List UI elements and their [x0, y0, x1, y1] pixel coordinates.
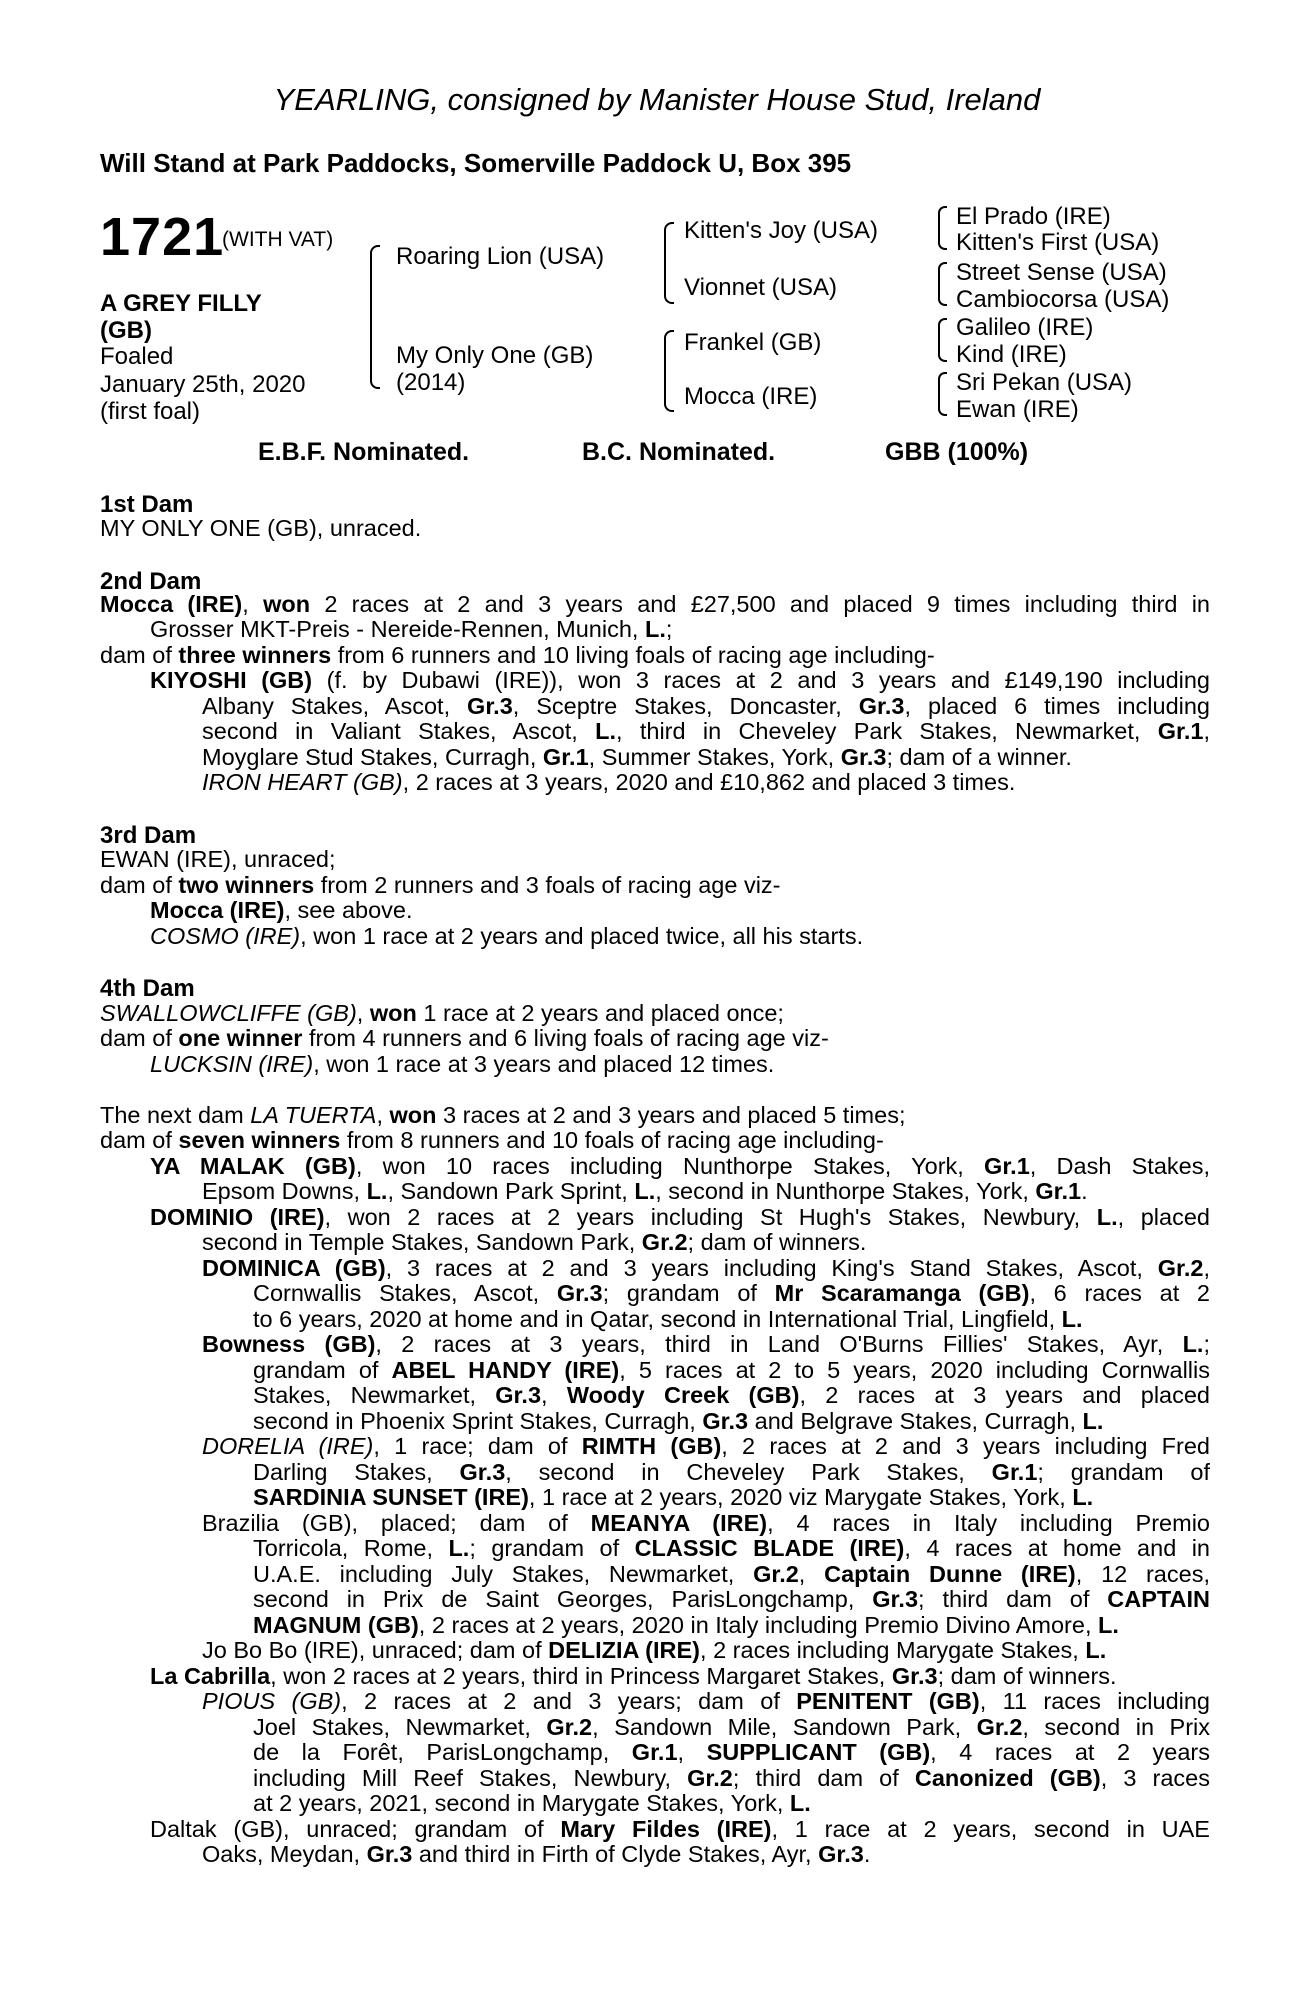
pedigree-body-line: [100, 1026, 829, 1051]
line-segment: Stakes, Newmarket,: [253, 1383, 496, 1408]
pedigree-body-line: [253, 1715, 1210, 1740]
line-segment: .: [863, 1841, 871, 1867]
pedigree-body-line: [150, 1154, 1210, 1179]
gp-brace-1: [938, 206, 947, 250]
line-segment: , Sceptre Stakes, Doncaster,: [512, 694, 859, 719]
pedigree-body-line: [202, 1230, 866, 1255]
pedigree-dam-dam: Mocca (IRE): [684, 383, 818, 410]
line-segment: , 11 races including: [979, 1689, 1210, 1714]
fourth-dam-heading: 4th Dam: [100, 975, 195, 1002]
line-segment: Captain Dunne (IRE): [824, 1562, 1076, 1587]
gp-brace-2: [938, 262, 947, 306]
line-segment: Gr.3: [366, 1841, 413, 1867]
gp-brace-3: [938, 318, 947, 362]
line-segment: from 6 runners and 10 living foals of racing age including-: [331, 642, 935, 668]
line-segment: Mary Fildes (IRE): [560, 1817, 772, 1842]
line-segment: PIOUS (GB): [202, 1689, 342, 1714]
line-segment: from 4 runners and 6 living foals of racing age viz-: [302, 1025, 829, 1051]
line-segment: ;: [1203, 1332, 1210, 1357]
pedigree-body-line: [253, 1613, 1119, 1638]
pedigree-body-line: [253, 1281, 1210, 1306]
line-segment: , 2 races including Marygate Stakes,: [700, 1637, 1086, 1663]
line-segment: , 4 races in Italy including Premio: [767, 1511, 1210, 1536]
line-segment: ,: [242, 592, 264, 617]
line-segment: from 2 runners and 3 foals of racing age viz-: [314, 872, 781, 898]
line-segment: Canonized (GB): [914, 1766, 1101, 1791]
gbb-rating: GBB (100%): [885, 438, 1029, 466]
line-segment: ;: [665, 616, 673, 642]
line-segment: ,: [677, 1740, 707, 1765]
pedigree-body-line: [253, 1766, 1210, 1791]
first-foal-note: (first foal): [100, 398, 201, 425]
line-segment: Joel Stakes, Newmarket,: [253, 1715, 547, 1740]
line-segment: Gr.3: [818, 1841, 864, 1867]
third-dam-heading: 3rd Dam: [100, 822, 197, 849]
line-segment: ; third dam of: [732, 1766, 915, 1791]
line-segment: , won 2 races at 2 years including St Hugh's Stakes, Newbury,: [324, 1205, 1097, 1230]
line-segment: , 4 races at 2 years: [930, 1740, 1210, 1765]
line-segment: LA TUERTA: [250, 1102, 377, 1128]
line-segment: seven winners: [178, 1127, 341, 1153]
line-segment: second in Phoenix Sprint Stakes, Curragh,: [253, 1408, 703, 1434]
line-segment: , see above.: [284, 897, 413, 923]
line-segment: Gr.3: [872, 1587, 919, 1612]
line-segment: dam of: [100, 1127, 179, 1153]
line-segment: L.: [595, 719, 616, 744]
line-segment: IRON HEART (GB): [202, 769, 403, 795]
line-segment: Oaks, Meydan,: [202, 1841, 367, 1867]
bc-nomination: B.C. Nominated.: [582, 438, 776, 466]
line-segment: and third in Firth of Clyde Stakes, Ayr,: [412, 1841, 819, 1867]
pedigree-body-line: [100, 1128, 884, 1153]
line-segment: second in Temple Stakes, Sandown Park,: [202, 1229, 642, 1255]
pedigree-body-line: [202, 770, 1015, 795]
line-segment: LUCKSIN (IRE): [150, 1051, 314, 1077]
line-segment: CLASSIC BLADE (IRE): [634, 1536, 905, 1561]
line-segment: 2 races at 2 and 3 years and £27,500 and placed 9 times including third in: [310, 592, 1210, 617]
lot-description: A GREY FILLY: [100, 290, 262, 317]
pedigree-dam-sire: Frankel (GB): [684, 329, 822, 356]
pedigree-sire-sire: Kitten's Joy (USA): [684, 217, 878, 244]
line-segment: Gr.3: [556, 1281, 603, 1306]
line-segment: 3 races at 2 and 3 years and placed 5 times;: [436, 1102, 906, 1128]
line-segment: including Mill Reef Stakes, Newbury,: [253, 1766, 688, 1791]
pedigree-g5: Galileo (IRE): [956, 314, 1094, 341]
line-segment: Gr.2: [687, 1766, 733, 1791]
line-segment: , won 1 race at 2 years and placed twice, all his starts.: [300, 923, 864, 949]
pedigree-body-line: [100, 873, 781, 898]
pedigree-body-line: [100, 1103, 905, 1128]
pedigree-body-line: [202, 1434, 1210, 1459]
pedigree-body-line: [253, 1409, 1103, 1434]
pedigree-body-line: [202, 1842, 870, 1867]
line-segment: , 3 races at 2 and 3 years including King's Stand Stakes, Ascot,: [385, 1256, 1158, 1281]
line-segment: dam of: [100, 872, 179, 898]
stand-location: Will Stand at Park Paddocks, Somerville Paddock U, Box 395: [100, 148, 852, 178]
line-segment: Gr.1: [991, 1460, 1038, 1485]
line-segment: Bowness (GB): [202, 1332, 376, 1357]
ebf-nomination: E.B.F. Nominated.: [258, 438, 470, 466]
pedigree-body-line: [202, 1638, 1106, 1663]
line-segment: KIYOSHI (GB): [150, 668, 313, 693]
line-segment: MEANYA (IRE): [590, 1511, 768, 1536]
pedigree-body-line: [202, 1179, 1088, 1204]
line-segment: , Sandown Mile, Sandown Park,: [592, 1715, 977, 1740]
line-segment: , second in Prix: [1022, 1715, 1210, 1740]
first-dam-heading: 1st Dam: [100, 491, 194, 518]
sire-line-brace: [664, 222, 674, 304]
line-segment: ,: [541, 1383, 567, 1408]
line-segment: The next dam: [100, 1102, 251, 1128]
line-segment: ; grandam of: [1037, 1460, 1210, 1485]
line-segment: SUPPLICANT (GB): [706, 1740, 931, 1765]
line-segment: Moyglare Stud Stakes, Curragh,: [202, 744, 543, 770]
line-segment: SARDINIA SUNSET (IRE): [253, 1484, 529, 1510]
line-segment: Gr.1: [984, 1154, 1030, 1179]
line-segment: , 2 races at 2 and 3 years; dam of: [341, 1689, 797, 1714]
line-segment: (f. by Dubawi (IRE)), won 3 races at 2 and 3 years and £149,190 including: [312, 668, 1210, 693]
pedigree-body-line: [253, 1460, 1210, 1485]
pedigree-body-line: [253, 1383, 1210, 1408]
line-segment: won: [263, 592, 311, 617]
line-segment: DOMINIO (IRE): [150, 1205, 325, 1230]
line-segment: Gr.3: [840, 744, 887, 770]
line-segment: L.: [1096, 1205, 1118, 1230]
line-segment: , won 10 races including Nunthorpe Stakes, York,: [355, 1154, 985, 1179]
line-segment: , 1 race; dam of: [373, 1434, 582, 1459]
line-segment: Gr.3: [459, 1460, 506, 1485]
line-segment: Mocca (IRE): [100, 592, 243, 617]
line-segment: L.: [448, 1536, 470, 1561]
pedigree-body-line: [253, 1562, 1210, 1587]
pedigree-body-line: [253, 1791, 811, 1816]
pedigree-body-line: [202, 719, 1210, 744]
line-segment: DELIZIA (IRE): [548, 1637, 701, 1663]
line-segment: ; grandam of: [469, 1536, 635, 1561]
line-segment: , 1 race at 2 years, 2020 viz Marygate Stakes, York,: [528, 1484, 1073, 1510]
line-segment: Gr.1: [1157, 719, 1204, 744]
line-segment: Brazilia (GB), placed; dam of: [202, 1511, 591, 1536]
line-segment: two winners: [178, 872, 315, 898]
line-segment: Gr.2: [976, 1715, 1023, 1740]
line-segment: Gr.2: [641, 1229, 688, 1255]
lot-country: (GB): [100, 317, 152, 344]
line-segment: Gr.1: [631, 1740, 678, 1765]
pedigree-body-line: [150, 668, 1210, 693]
line-segment: , 4 races at home and in: [904, 1536, 1210, 1561]
pedigree-g4: Cambiocorsa (USA): [956, 286, 1170, 313]
line-segment: won: [389, 1102, 437, 1128]
line-segment: Darling Stakes,: [253, 1460, 460, 1485]
pedigree-body-line: [150, 898, 413, 923]
line-segment: , 2 races at 3 years, third in Land O'Burns Fillies' Stakes, Ayr,: [375, 1332, 1183, 1357]
line-segment: second in Prix de Saint Georges, ParisLongchamp,: [253, 1587, 873, 1612]
pedigree-body-line: [253, 1740, 1210, 1765]
line-segment: and Belgrave Stakes, Curragh,: [748, 1408, 1083, 1434]
line-segment: ,: [1203, 719, 1210, 744]
line-segment: MAGNUM (GB): [253, 1612, 419, 1638]
gp-brace-4: [938, 372, 947, 416]
line-segment: , 2 races at 3 years and placed: [799, 1383, 1210, 1408]
line-segment: Gr.2: [546, 1715, 593, 1740]
dam-line-brace: [664, 330, 674, 412]
line-segment: , 2 races at 2 years, 2020 in Italy including Premio Divino Amore,: [418, 1612, 1098, 1638]
line-segment: , 12 races,: [1075, 1562, 1210, 1587]
line-segment: won: [369, 1000, 417, 1026]
line-segment: , 2 races at 3 years, 2020 and £10,862 and placed 3 times.: [402, 769, 1016, 795]
pedigree-body-line: [202, 1332, 1210, 1357]
line-segment: , 2 races at 2 and 3 years including Fred: [721, 1434, 1210, 1459]
line-segment: dam of: [100, 1025, 179, 1051]
line-segment: U.A.E. including July Stakes, Newmarket,: [253, 1562, 754, 1587]
pedigree-body-line: [253, 1587, 1210, 1612]
line-segment: YA MALAK (GB): [150, 1154, 356, 1179]
line-segment: , second in Nunthorpe Stakes, York,: [655, 1178, 1036, 1204]
line-segment: L.: [1085, 1637, 1107, 1663]
line-segment: , Summer Stakes, York,: [588, 744, 841, 770]
foaled-label: Foaled: [100, 343, 174, 370]
line-segment: Albany Stakes, Ascot,: [202, 694, 468, 719]
line-segment: dam of: [100, 642, 179, 668]
line-segment: L.: [1061, 1306, 1083, 1332]
pedigree-dam: My Only One (GB): [396, 342, 594, 369]
line-segment: SWALLOWCLIFFE (GB): [100, 1000, 357, 1026]
line-segment: Gr.3: [702, 1408, 749, 1434]
line-segment: ABEL HANDY (IRE): [391, 1358, 620, 1383]
pedigree-body-line: [150, 1817, 1210, 1842]
line-segment: , second in Cheveley Park Stakes,: [505, 1460, 992, 1485]
line-segment: L.: [1082, 1408, 1104, 1434]
line-segment: second in Valiant Stakes, Ascot,: [202, 719, 596, 744]
line-segment: Daltak (GB), unraced; grandam of: [150, 1817, 561, 1842]
line-segment: ,: [798, 1562, 825, 1587]
line-segment: DOMINICA (GB): [202, 1256, 386, 1281]
pedigree-body-line: [100, 1001, 784, 1026]
pedigree-body-line: [202, 745, 1072, 770]
pedigree-body-line: [202, 1511, 1210, 1536]
pedigree-body-line: [202, 1256, 1210, 1281]
line-segment: , third in Cheveley Park Stakes, Newmarket,: [616, 719, 1158, 744]
pedigree-sire: Roaring Lion (USA): [396, 243, 605, 270]
foaled-date: January 25th, 2020: [100, 371, 306, 398]
line-segment: Gr.2: [1157, 1256, 1204, 1281]
line-segment: ,: [376, 1102, 390, 1128]
pedigree-g2: Kitten's First (USA): [956, 229, 1160, 256]
pedigree-g8: Ewan (IRE): [956, 396, 1079, 423]
line-segment: COSMO (IRE): [150, 923, 301, 949]
line-segment: to 6 years, 2020 at home and in Qatar, second in International Trial, Lingfield,: [253, 1306, 1062, 1332]
line-segment: , 6 races at 2: [1029, 1281, 1210, 1306]
line-segment: , placed: [1117, 1205, 1210, 1230]
line-segment: , 5 races at 2 to 5 years, 2020 including Cornwallis: [619, 1358, 1210, 1383]
pedigree-body-line: [253, 1536, 1210, 1561]
line-segment: three winners: [178, 642, 332, 668]
line-segment: ,: [356, 1000, 370, 1026]
line-segment: ; dam of winners.: [687, 1229, 867, 1255]
line-segment: ; third dam of: [918, 1587, 1108, 1612]
line-segment: EWAN (IRE), unraced;: [100, 846, 336, 872]
consignment-title: YEARLING, consigned by Manister House Stud, Ireland: [273, 82, 1041, 117]
line-segment: L.: [366, 1178, 388, 1204]
line-segment: Gr.1: [1035, 1178, 1082, 1204]
line-segment: Gr.1: [542, 744, 589, 770]
pedigree-g7: Sri Pekan (USA): [956, 369, 1133, 396]
line-segment: Torricola, Rome,: [253, 1536, 449, 1561]
pedigree-body-line: [150, 617, 672, 642]
pedigree-body-line: [100, 592, 1210, 617]
line-segment: ,: [1203, 1256, 1210, 1281]
line-segment: L.: [789, 1790, 811, 1816]
line-segment: Mr Scaramanga (GB): [774, 1281, 1030, 1306]
first-dam-text: MY ONLY ONE (GB), unraced.: [100, 515, 422, 541]
line-segment: CAPTAIN: [1107, 1587, 1210, 1612]
line-segment: , won 1 race at 3 years and placed 12 times.: [313, 1051, 775, 1077]
pedigree-body-line: [150, 1205, 1210, 1230]
line-segment: Gr.3: [891, 1663, 938, 1689]
line-segment: , Dash Stakes,: [1029, 1154, 1210, 1179]
line-segment: DORELIA (IRE): [202, 1434, 374, 1459]
line-segment: , placed 6 times including: [904, 694, 1210, 719]
pedigree-body-line: [202, 694, 1210, 719]
line-segment: de la Forêt, ParisLongchamp,: [253, 1740, 632, 1765]
line-segment: Gr.3: [858, 694, 905, 719]
line-segment: ; dam of a winner.: [886, 744, 1072, 770]
pedigree-g1: El Prado (IRE): [956, 203, 1111, 230]
line-segment: one winner: [178, 1025, 303, 1051]
line-segment: ; dam of winners.: [937, 1663, 1117, 1689]
line-segment: , won 2 races at 2 years, third in Princess Margaret Stakes,: [270, 1663, 892, 1689]
pedigree-sire-dam: Vionnet (USA): [684, 274, 837, 301]
line-segment: , 3 races: [1100, 1766, 1210, 1791]
line-segment: , 1 race at 2 years, second in UAE: [771, 1817, 1210, 1842]
line-segment: Epsom Downs,: [202, 1178, 367, 1204]
second-dam-heading: 2nd Dam: [100, 568, 202, 595]
line-segment: L.: [1072, 1484, 1094, 1510]
line-segment: PENITENT (GB): [796, 1689, 980, 1714]
pedigree-body-line: [100, 847, 336, 872]
line-segment: Grosser MKT-Preis - Nereide-Rennen, Munich,: [150, 616, 645, 642]
line-segment: RIMTH (GB): [581, 1434, 722, 1459]
pedigree-body-line: [150, 924, 863, 949]
line-segment: L.: [1182, 1332, 1204, 1357]
pedigree-body-line: [150, 1664, 1117, 1689]
line-segment: L.: [634, 1178, 656, 1204]
line-segment: from 8 runners and 10 foals of racing age including-: [340, 1127, 884, 1153]
line-segment: Woody Creek (GB): [566, 1383, 800, 1408]
line-segment: Gr.3: [495, 1383, 542, 1408]
pedigree-body-line: [253, 1307, 1083, 1332]
line-segment: grandam of: [253, 1358, 392, 1383]
pedigree-body-line: [253, 1485, 1093, 1510]
line-segment: Mocca (IRE): [150, 897, 285, 923]
lot-number: 1721: [100, 207, 225, 267]
line-segment: ; grandam of: [602, 1281, 775, 1306]
pedigree-body-line: [100, 643, 935, 668]
line-segment: .: [1081, 1178, 1088, 1204]
line-segment: 1 race at 2 years and placed once;: [416, 1000, 784, 1026]
line-segment: Gr.2: [753, 1562, 799, 1587]
pedigree-dam-year: (2014): [396, 369, 466, 396]
line-segment: Cornwallis Stakes, Ascot,: [253, 1281, 557, 1306]
line-segment: L.: [644, 616, 666, 642]
line-segment: Jo Bo Bo (IRE), unraced; dam of: [202, 1637, 549, 1663]
line-segment: Gr.3: [467, 694, 513, 719]
line-segment: at 2 years, 2021, second in Marygate Stakes, York,: [253, 1790, 790, 1816]
line-segment: , Sandown Park Sprint,: [387, 1178, 635, 1204]
sire-brace: [370, 245, 380, 389]
pedigree-g6: Kind (IRE): [956, 341, 1067, 368]
pedigree-body-line: [150, 1052, 774, 1077]
pedigree-body-line: [253, 1358, 1210, 1383]
pedigree-g3: Street Sense (USA): [956, 259, 1167, 286]
line-segment: La Cabrilla: [150, 1663, 271, 1689]
line-segment: L.: [1098, 1612, 1119, 1638]
pedigree-body-line: [202, 1689, 1210, 1714]
vat-note: (WITH VAT): [222, 228, 334, 251]
